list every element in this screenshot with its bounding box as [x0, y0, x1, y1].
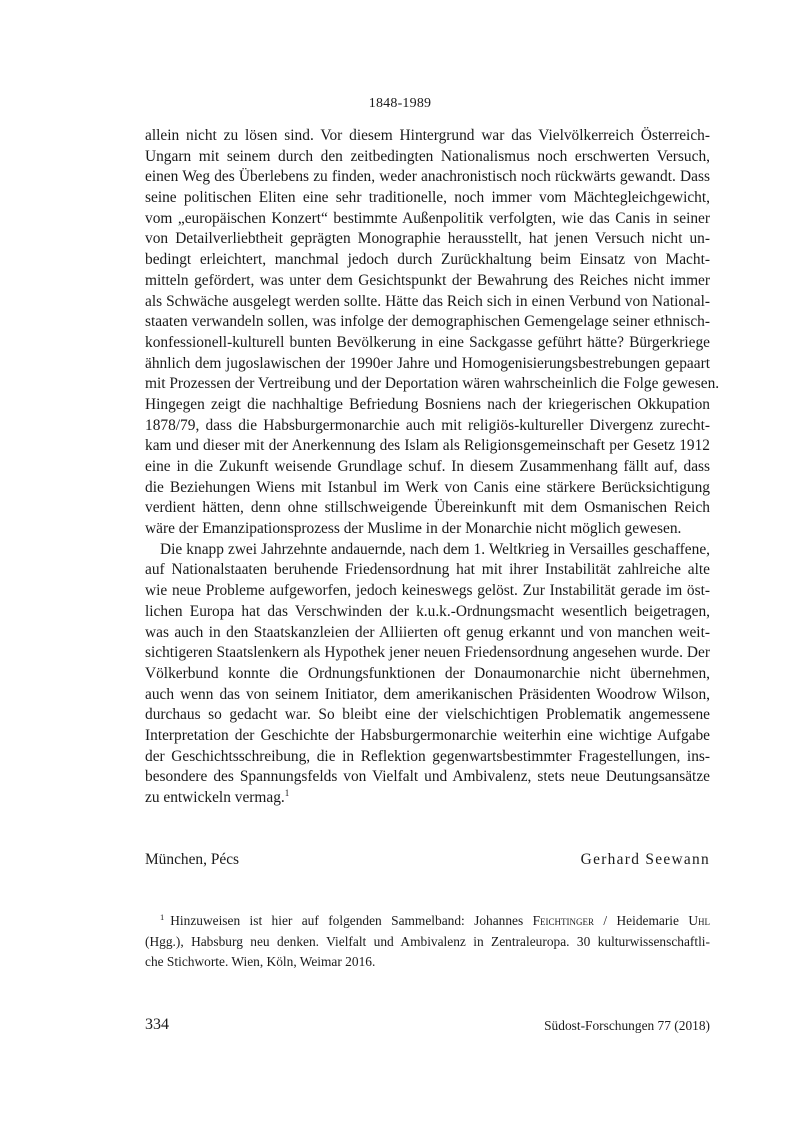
footnote — [145, 911, 710, 973]
text-line: als Schwäche ausgelegt werden sollte. Hätte das Reich sich in einen Verbund von National- — [145, 292, 710, 310]
text-line: besondere des Spannungsfelds von Vielfalt und Ambivalenz, stets neue Deutungsansätze — [145, 768, 710, 786]
text-line: Hingegen zeigt die nachhaltige Befriedung Bosniens nach der kriegerischen Okkupation — [145, 395, 710, 413]
text-line: die Beziehungen Wiens mit Istanbul im Werk von Canis eine stärkere Berücksichtigung — [145, 478, 710, 496]
text-line: allein nicht zu lösen sind. Vor diesem Hintergrund war das Vielvölkerreich Österreich- — [145, 127, 710, 144]
text-line: Ungarn mit seinem durch den zeitbedingten Nationalismus noch erschwerten Versuch, — [145, 147, 710, 165]
text-line: 1878/79, dass die Habsburgermonarchie auch mit religiös-kultureller Divergenz zurecht- — [145, 416, 710, 434]
text-line: seine politischen Eliten eine sehr traditionelle, noch immer vom Mächtegleichgewicht, — [145, 189, 710, 207]
text-line: mitteln gefördert, was unter dem Gesichtspunkt der Bewahrung des Reiches nicht immer — [145, 271, 710, 289]
text-line: Interpretation der Geschichte der Habsburgermonarchie weiterhin eine wichtige Aufgabe — [145, 726, 710, 744]
footnote-line: (Hgg.), Habsburg neu denken. Vielfalt und Ambivalenz in Zentraleuropa. 30 kulturwissenschaftli- — [145, 933, 710, 949]
text-line — [145, 788, 710, 809]
text-line: Völkerbund konnte die Ordnungsfunktionen der Donaumonarchie nicht übernehmen, — [145, 664, 710, 682]
text-line: auf Nationalstaaten beruhende Friedensordnung hat mit ihrer Instabilität zahlreiche alte — [145, 561, 710, 579]
signature-author: Gerhard Seewann — [580, 851, 710, 868]
text-line: eine in die Zukunft weisende Grundlage schuf. In diesem Zusammenhang fällt auf, dass — [145, 458, 710, 475]
running-head: 1848-1989 — [368, 96, 432, 111]
page-number: 334 — [145, 1016, 169, 1033]
footnote-line: che Stichworte. Wien, Köln, Weimar 2016. — [145, 954, 376, 969]
main-text — [145, 126, 720, 809]
footnote-text: / Heidemarie — [594, 913, 689, 928]
text-line: mit Prozessen der Vertreibung und der Deportation wären wahrscheinlich die Folge gewesen. — [145, 375, 720, 393]
footnote-text: Hinzuweisen ist hier auf folgenden Sammelband: Johannes — [170, 913, 533, 928]
text-line: konfessionell-kulturell bunten Bevölkerung in eine Sackgasse geführt hätte? Bürgerkriege — [145, 333, 710, 351]
text-line: durchaus so gedacht war. So bleibt eine der vielschichtigen Problematik angemessene — [145, 706, 710, 724]
paragraph-2 — [145, 540, 710, 809]
text-line: der Geschichtsschreibung, die in Reflektion gegenwartsbestimmter Fragestellungen, ins- — [145, 747, 710, 765]
journal-citation: Südost-Forschungen 77 (2018) — [544, 1018, 710, 1033]
signature-block — [145, 851, 710, 873]
text-line: sichtigeren Staatslenkern als Hypothek jener neuen Friedensordnung angesehen wurde. Der — [145, 644, 710, 662]
text-line: wie neue Probleme aufgeworfen, jedoch keineswegs gelöst. Zur Instabilität gerade im öst- — [145, 582, 710, 600]
footnote-reference[interactable]: 1 — [284, 788, 290, 798]
paragraph-1 — [145, 126, 720, 540]
text-line: lichen Europa hat das Verschwinden der k.u.k.-Ordnungsmacht wesentlich beigetragen, — [145, 602, 710, 620]
text-line: verdient hätten, denn ohne stillschweigende Übereinkunft mit dem Osmanischen Reich — [145, 499, 710, 517]
text-line: wäre der Emanzipationsprozess der Muslime in der Monarchie nicht möglich gewesen. — [145, 520, 682, 538]
text-line: staaten verwandeln sollen, was infolge der demographischen Gemengelage seiner ethnisch- — [145, 313, 710, 331]
text-line: von Detailverliebtheit geprägten Monographie herausstellt, hat jenen Versuch nicht un- — [145, 230, 710, 248]
text-line: was auch in den Staatskanzleien der Alliierten oft genug erkannt und von manchen weit- — [145, 623, 710, 641]
text-line: bedingt erleichtert, manchmal jedoch durch Zurückhaltung beim Einsatz von Macht- — [145, 251, 710, 269]
footnote-line — [145, 911, 710, 932]
text-line: ähnlich dem jugoslawischen der 1990er Jahre und Homogenisierungsbestrebungen gepaart — [145, 354, 710, 372]
signature-place: München, Pécs — [145, 851, 240, 868]
text-line: Die knapp zwei Jahrzehnte andauernde, nach dem 1. Weltkrieg in Versailles geschaffene, — [160, 540, 710, 558]
text-line: kam und dieser mit der Anerkennung des Islam als Religionsgemeinschaft per Gesetz 1912 — [145, 437, 710, 455]
text-line: auch wenn das von seinem Initiator, dem amerikanischen Präsidenten Woodrow Wilson, — [145, 685, 710, 703]
text-line-content: zu entwickeln vermag. — [145, 789, 285, 806]
footnote-number: 1 — [160, 912, 165, 922]
text-line: vom „europäischen Konzert“ bestimmte Außenpolitik verfolgten, wie das Canis in seiner — [145, 209, 710, 227]
text-line: einen Weg des Überlebens zu finden, weder anachronistisch noch rückwärts gewandt. Dass — [145, 168, 710, 186]
footnote-author-name: Feichtinger — [532, 913, 595, 928]
footnote-author-name: Uhl — [688, 913, 711, 928]
